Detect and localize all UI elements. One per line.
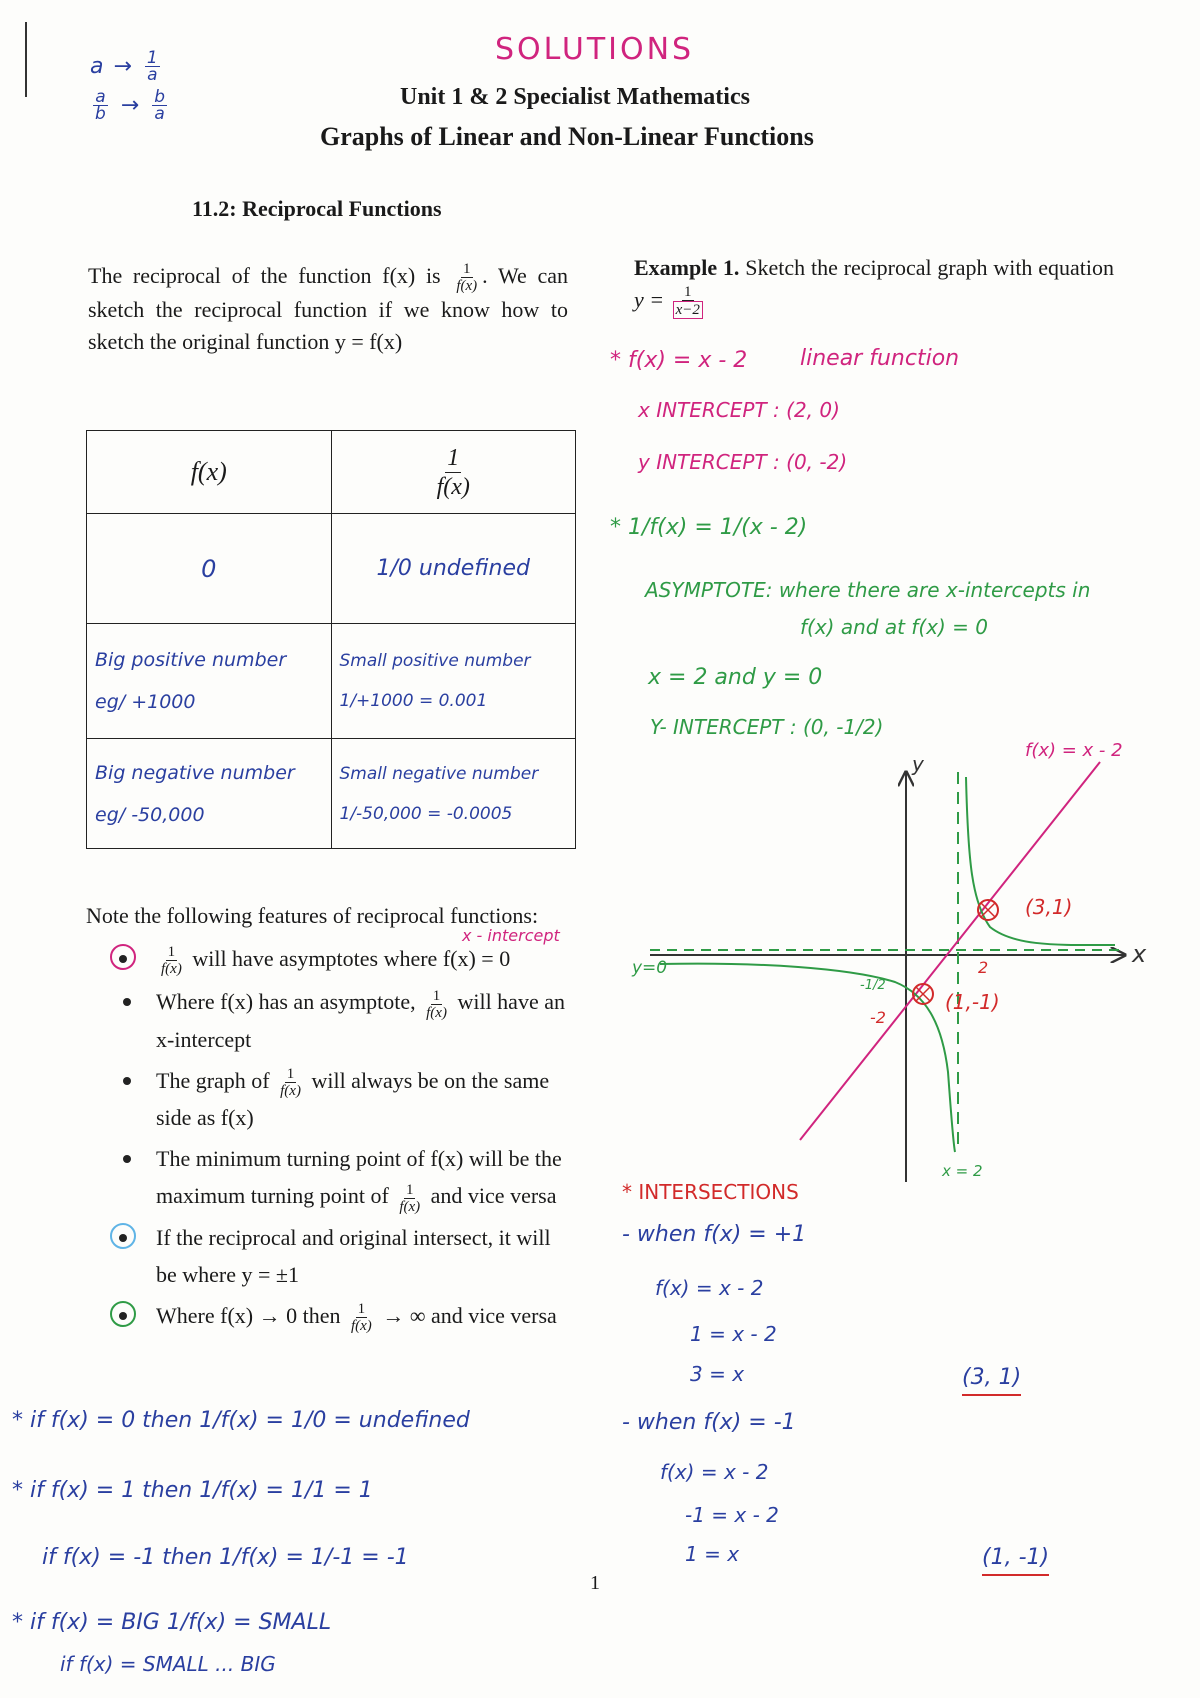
feature-item: The graph of $\frac{1}{f(x)}$ will always be on the same side as f(x) bbox=[86, 1062, 576, 1136]
graph-neg-half-label: -1/2 bbox=[860, 978, 886, 993]
feature-item: Where f(x) has an asymptote, $\frac{1}{f(x)}$ will have an x-intercept bbox=[86, 983, 576, 1057]
note-line: if f(x) = SMALL ... BIG bbox=[60, 1652, 276, 1676]
solution-asymptote-3: x = 2 and y = 0 bbox=[648, 665, 823, 690]
solution-fx: * f(x) = x - 2 bbox=[610, 348, 748, 373]
graph-point-1-neg1: (1,-1) bbox=[945, 990, 1000, 1014]
case2-answer: (1, -1) bbox=[982, 1545, 1049, 1576]
graph-fx-label: f(x) = x - 2 bbox=[1025, 740, 1123, 761]
reciprocal-table bbox=[86, 430, 576, 849]
features-heading: Note the following features of reciprocal functions: bbox=[86, 903, 539, 928]
graph-x-axis-label: x bbox=[1132, 940, 1147, 968]
corner-arrow-2: → bbox=[120, 93, 140, 118]
table-header-fx: f(x) bbox=[87, 431, 332, 514]
solution-y-int-2: Y- INTERCEPT : (0, -1/2) bbox=[650, 715, 884, 739]
table-cell: Big positive number eg/ +1000 bbox=[87, 624, 332, 739]
note-line: * if f(x) = 1 then 1/f(x) = 1/1 = 1 bbox=[12, 1478, 373, 1503]
reciprocal-branch-left bbox=[660, 964, 955, 1152]
intersections-title: * INTERSECTIONS bbox=[622, 1180, 799, 1204]
case1-answer: (3, 1) bbox=[962, 1365, 1021, 1396]
case2-line: 1 = x bbox=[685, 1542, 740, 1566]
table-cell: Small positive number 1/+1000 = 0.001 bbox=[331, 624, 576, 739]
graph-y0-label: y=0 bbox=[632, 958, 668, 978]
section-title: 11.2: Reciprocal Functions bbox=[192, 196, 442, 221]
table-cell: Big negative number eg/ -50,000 bbox=[87, 739, 332, 849]
corner-a: a bbox=[90, 54, 104, 79]
case1-line: f(x) = x - 2 bbox=[655, 1276, 764, 1300]
table-header-recip: $\frac{1}{f(x)}$ bbox=[331, 431, 576, 514]
example-statement: Example 1. Sketch the reciprocal graph with equation y = $\frac{1}{x-2}$ bbox=[634, 255, 1114, 319]
table-cell: 0 bbox=[87, 514, 332, 624]
case2-line: -1 = x - 2 bbox=[685, 1503, 779, 1527]
note-line: * if f(x) = 0 then 1/f(x) = 1/0 = undefined bbox=[12, 1408, 470, 1433]
feature-item: Where f(x) → 0 then $\frac{1}{f(x)}$ → ∞ and vice versa bbox=[86, 1297, 576, 1334]
solution-asymptote-2: f(x) and at f(x) = 0 bbox=[800, 615, 988, 639]
graph-neg2-label: -2 bbox=[870, 1008, 886, 1027]
table-cell: Small negative number 1/-50,000 = -0.0005 bbox=[331, 739, 576, 849]
margin-bar bbox=[25, 22, 27, 97]
solution-x-int: x INTERCEPT : (2, 0) bbox=[638, 398, 840, 422]
graph-two-label: 2 bbox=[978, 958, 989, 977]
solutions-title: SOLUTIONS bbox=[495, 32, 695, 67]
solution-y-int: y INTERCEPT : (0, -2) bbox=[638, 450, 848, 474]
course-title: Unit 1 & 2 Specialist Mathematics bbox=[400, 84, 750, 110]
graph-x2-label: x = 2 bbox=[942, 1162, 983, 1180]
solution-linear: linear function bbox=[800, 346, 960, 371]
intro-paragraph: The reciprocal of the function f(x) is $\frac{1}{f(x)}$ . We can sketch the reciprocal function if we know how to sketch the original function y = f(x) bbox=[88, 261, 569, 355]
graph-sketch bbox=[620, 742, 1180, 1202]
features-list bbox=[86, 940, 576, 1338]
page-number: 1 bbox=[590, 1572, 600, 1594]
case1-line: 3 = x bbox=[690, 1362, 745, 1386]
feature-item: $\frac{1}{f(x)}$ will have asymptotes where f(x) = 0 bbox=[86, 940, 576, 977]
note-line: * if f(x) = BIG 1/f(x) = SMALL bbox=[12, 1610, 332, 1635]
case1-line: 1 = x - 2 bbox=[690, 1322, 777, 1346]
solution-recip: * 1/f(x) = 1/(x - 2) bbox=[610, 515, 808, 540]
note-line: if f(x) = -1 then 1/f(x) = 1/-1 = -1 bbox=[42, 1545, 409, 1570]
corner-arrow-1: → bbox=[113, 54, 132, 79]
case1-heading: - when f(x) = +1 bbox=[622, 1222, 807, 1247]
topic-title: Graphs of Linear and Non-Linear Functions bbox=[320, 122, 814, 151]
corner-note: a → $\frac{1}{a}$ $\frac{a}{b}$ → $\frac{b}{a}$ bbox=[90, 48, 166, 124]
case2-heading: - when f(x) = -1 bbox=[622, 1410, 796, 1435]
feature-item: If the reciprocal and original intersect, it will be where y = ±1 bbox=[86, 1219, 576, 1293]
graph-point-3-1: (3,1) bbox=[1025, 895, 1073, 919]
x-intercept-annotation: x - intercept bbox=[462, 926, 560, 945]
case2-line: f(x) = x - 2 bbox=[660, 1460, 769, 1484]
feature-item: The minimum turning point of f(x) will be the maximum turning point of $\frac{1}{f(x)}$ and vice versa bbox=[86, 1140, 576, 1214]
graph-y-axis-label: y bbox=[912, 752, 924, 776]
table-cell: 1/0 undefined bbox=[331, 514, 576, 624]
solution-asymptote-1: ASYMPTOTE: where there are x-intercepts in bbox=[645, 578, 1091, 602]
